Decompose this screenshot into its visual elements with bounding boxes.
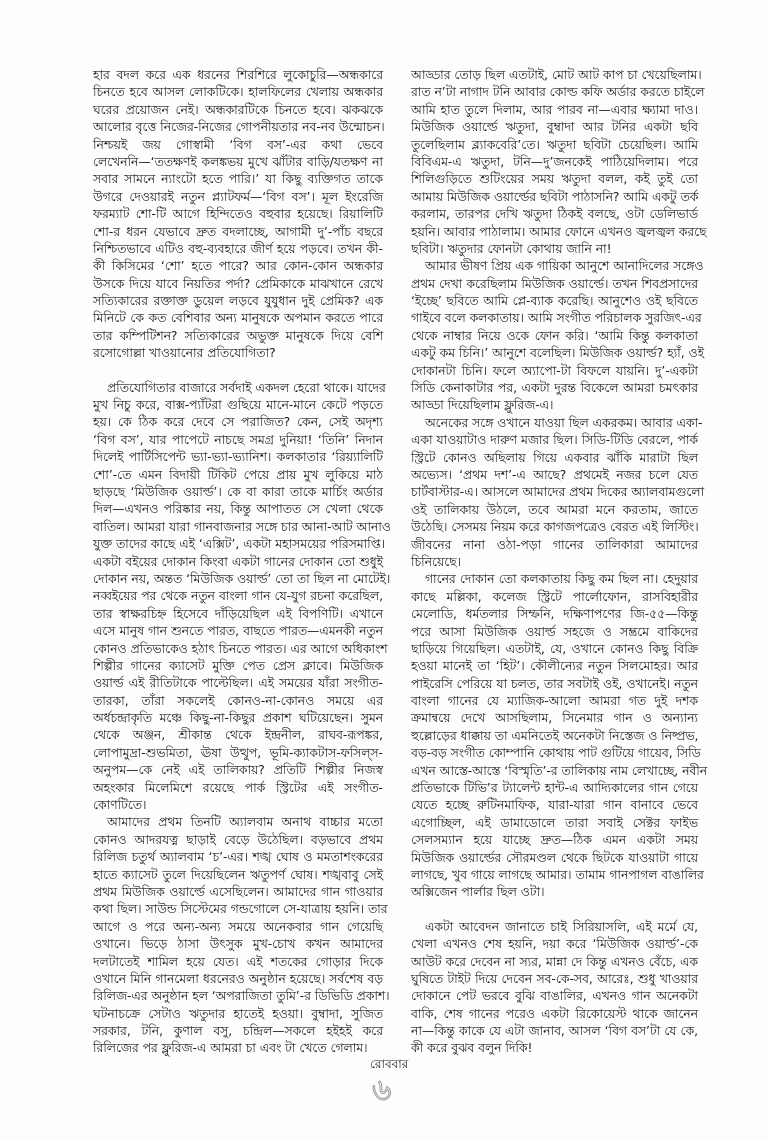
text-line: শো-র ধরন যেভাবে দ্রুত বদলাচ্ছে, আগামী দু’-পাঁচ বছরে bbox=[93, 224, 383, 239]
article-paragraph bbox=[93, 814, 390, 1057]
text-line: রিলিজ-এর অনুষ্ঠান হল ‘অপরাজিতা তুমি’-র ডিভিডি প্রকাশ। bbox=[93, 989, 390, 1004]
text-line: প্রতিযোগিতার বাজারে সর্বদাই একদল হেরো থাকে। যাদের bbox=[107, 380, 386, 395]
text-line: না—কিন্তু কাকে যে এটা জানাব, আসল ‘বিগ বস’টা যে কে, bbox=[411, 1024, 698, 1039]
text-line: লেখেননি—‘ততক্ষণই কলঙ্কভয় মুখে ঝাঁটার বাড়ি/যতক্ষণ না bbox=[93, 154, 383, 169]
text-line: তারকা, তাঁরা সকলেই কোনও-না-কোনও সময়ে এর bbox=[93, 693, 383, 708]
text-line: ওখানে মিনি গানমেলা ধরনেরও অনুষ্ঠান হয়েছে। সর্বশেষ বড় bbox=[93, 971, 383, 986]
text-line: হাতে ক্যাসেট তুলে দিয়েছিলেন ঋতুপর্ণ ঘোষ। শঙ্খবাবু সেই bbox=[93, 867, 383, 882]
text-line: চার্টবাস্টার-এ। আসলে আমাদের প্রথম দিকের অ্যালবামগুলো bbox=[411, 485, 705, 500]
text-line: উঠেছি। সেসময় নিয়ম করে কাগজপত্রেও বেরত এই লিস্টিং। bbox=[411, 520, 699, 535]
text-line: কোনও প্রতিভাকেও হঠাৎ চিনতে পারত। এর আগে অধিকাংশ bbox=[93, 641, 388, 656]
text-line: শিলিগুড়িতে শুটিংয়ের সময় ঋতুদা বলল, কই তুই তো bbox=[411, 172, 698, 187]
page-number: ৬ bbox=[372, 1073, 392, 1108]
article-paragraph bbox=[411, 258, 705, 415]
text-line: কী করে বুঝব বলুন দিকি! bbox=[411, 1041, 533, 1056]
text-line: আমায় মিউজিক ওয়ার্ল্ডের ছবিটা পাঠাসনি? আমি একটু তর্ক bbox=[411, 189, 699, 204]
text-line: ঘুষিতে টাইট দিয়ে দেবেন সব-কে-সব, আরেঃ, শুধু খাওয়ার bbox=[411, 971, 698, 986]
text-line: নিশ্চিতভাবে এটিও বহু-ব্যবহারে জীর্ণ হয়ে পড়বে। তখন কী- bbox=[93, 241, 383, 256]
text-line: হুল্লোড়ের ধাক্কায় তা এমনিতেই অনেকটা নিস্তেজ ও নিষ্প্রভ, bbox=[411, 728, 699, 743]
text-line: চিনতে হবে আসল লোকটিকে। হালফিলের খেলায় অন্ধকার bbox=[93, 85, 383, 100]
text-line: আড্ডা দিয়েছিলাম ফ্লুরিজ-এ। bbox=[411, 398, 554, 413]
text-line: গাইবে বলে কলকাতায়। আমি সংগীত পরিচালক সুরজিৎ-এর bbox=[411, 311, 702, 326]
text-line: আলোর বৃত্তে নিজের-নিজের গোপনীয়তার নব-নব উন্মোচন। bbox=[93, 120, 385, 135]
text-line: থেকে অঞ্জন, শ্রীকান্ত থেকে ইন্দ্রনীল, রাঘব-রূপঙ্কর, bbox=[93, 728, 383, 743]
text-line: সিডি কেনাকাটার পর, একটা দুরন্ত বিকেলে আমরা চমৎকার bbox=[411, 381, 698, 396]
article-paragraph bbox=[411, 415, 705, 572]
text-line: মিউজিক ওয়ার্ল্ডের সৌরমণ্ডল থেকে ছিটকে যাওয়াটা গায়ে bbox=[411, 850, 698, 865]
text-line: ছাড়ছে ‘মিউজিক ওয়ার্ল্ড’। কে বা কারা তাকে মার্চিং অর্ডার bbox=[93, 484, 383, 499]
text-line: সেলসম্যান হয়ে যাচ্ছে দ্রুত—ঠিক এমন একটা সময় bbox=[411, 833, 698, 848]
text-line: দোকানটা চিনি। ফলে অ্যাপো-টা বিফলে যায়নি। দু’-একটা bbox=[411, 363, 698, 378]
text-line: দলটাতেই শামিল হয়ে যেত। এই শতকের গোড়ার দিকে bbox=[93, 954, 383, 969]
text-line: অনুপম—কে নেই এই তালিকায়? প্রতিটি শিল্পীর নিজস্ব bbox=[93, 763, 383, 778]
text-line: মিউজিক ওয়ার্ল্ডে ঋতুদা, বুম্বাদা আর টনির একটা ছবি bbox=[411, 120, 698, 135]
text-line: একটা আবেদন জানাতে চাই সিরিয়াসলি, এই মর্মে যে, bbox=[425, 919, 698, 934]
text-line: পাইরেসি পেরিয়ে যা চলত, তার সবটাই ওই, ওখানেই। নতুন bbox=[411, 676, 698, 691]
text-line: ‘বিগ বস’, যার পাপেটে নাচছে সমগ্র দুনিয়া! ‘তিনি’ নিদান bbox=[93, 432, 383, 447]
text-line: যেতে হচ্ছে রুটিনমাফিক, যারা-যারা গান বানাবে ভেবে bbox=[411, 798, 698, 813]
text-line: উসকে দিয়ে যাবে নিয়তির পর্দা? প্রেমিকাকে মাঝখানে রেখে bbox=[93, 276, 383, 291]
article-column-left bbox=[93, 67, 391, 1058]
text-line: কী কিসিমের ‘শো’ হতে পারে? আর কোন-কোন অন্ধকার bbox=[93, 259, 383, 274]
text-line: ওয়ার্ল্ড এই রীতিটাকে পাল্টেছিল। এই সময়ের যাঁরা সংগীত- bbox=[93, 676, 383, 691]
text-line: আমার ভীষণ প্রিয় এক গায়িকা আনুশে আনাদিলের সঙ্গেও bbox=[425, 259, 704, 274]
text-line: হয়নি। আবার পাঠালাম। আমার ফোনে এখনও জ্বলজ্বল করছে bbox=[411, 224, 707, 239]
text-line: ছাড়িয়ে গিয়েছিল। এতটাই, যে, ওখানে কোনও কিছু বিক্রি bbox=[411, 641, 698, 656]
text-line: হার বদল করে এক ধরনের শিরশিরে লুকোচুরি—অন্ধকারে bbox=[93, 68, 383, 82]
text-line: প্রথম দেখা করেছিলাম মিউজিক ওয়ার্ল্ডে। তখন শিবপ্রসাদের bbox=[411, 276, 698, 291]
text-line: রাত ন’টা নাগাদ টনি আবার কোল্ড কফি অর্ডার করতে চাইলে bbox=[411, 85, 705, 100]
text-line: হওয়া মানেই তা ‘হিট’। কৌলীন্যের নতুন সিলমোহর। আর bbox=[411, 659, 698, 674]
text-line: হয়। কে ঠিক করে দেবে সে পরাজিত? কেন, সেই অদৃশ্য bbox=[93, 415, 383, 430]
text-line: নিশ্চয়ই জয় গোস্বামী ‘বিগ বস’-এর কথা ভেবে bbox=[93, 137, 383, 152]
text-line: শো’-তে এমন বিদায়ী টিকিট পেয়ে প্রায় মুখ লুকিয়ে মাঠ bbox=[93, 467, 383, 482]
text-line: করলাম, তারপর দেখি ঋতুদা ঠিকই বলছে, ওটা ডেলিভার্ড bbox=[411, 207, 698, 222]
text-line: ওখানে। ভিড়ে ঠাসা উৎসুক মুখ-চোখ কখন আমাদের bbox=[93, 937, 383, 952]
text-line: পরে আসা মিউজিক ওয়ার্ল্ড সহজে ও সম্ভ্রমে বাকিদের bbox=[411, 624, 698, 639]
page-footer bbox=[370, 1056, 408, 1106]
text-line: আগে ও পরে অন্য-অন্য সময়ে অনেকবার গান গেয়েছি bbox=[93, 919, 383, 934]
text-line: প্রথম মিউজিক ওয়ার্ল্ডে এসেছিলেন। আমাদের গান গাওয়ার bbox=[93, 884, 383, 899]
text-line: ছবিটা। ঋতুদার ফোনটা কোথায় জানি না! bbox=[411, 241, 612, 256]
text-line: বাংলা গানের যে ম্যাজিক-আলো আমরা গত দুই দশক bbox=[411, 694, 698, 709]
text-line: ক্রমান্বয়ে দেখে আসছিলাম, সিনেমার গান ও অন্যান্য bbox=[411, 711, 698, 726]
text-line: প্রতিভাকে টিভি’র ট্যালেন্ট হান্ট-এ আদ্যিকালের গান গেয়ে bbox=[411, 781, 698, 796]
text-line: থেকে নাম্বার নিয়ে ওকে ফোন করি। ‘আমি কিন্তু কলকাতা bbox=[411, 328, 698, 343]
text-line: আমি হাত তুলে দিলাম, আর পারব না—এবার ক্ষ্যামা দাও। bbox=[411, 102, 698, 117]
text-line: লোপামুদ্রা-শুভমিতা, ঊষা উত্থুপ, ভূমি-ক্যাকটাস-ফসিল্‌স- bbox=[93, 745, 383, 760]
text-line: গানের দোকান তো কলকাতায় কিছু কম ছিল না। হেদুয়ার bbox=[425, 572, 698, 587]
text-line: রিলিজের পর ফ্লুরিজ-এ আমরা চা এবং টা খেতে গেলাম। bbox=[93, 1041, 368, 1056]
text-line: অক্সিজেন পার্লার ছিল ওটা। bbox=[411, 885, 545, 900]
text-line: দিল—এখনও পরিষ্কার নয়, কিন্তু আপাতত সে খেলা থেকে bbox=[93, 502, 383, 517]
text-line: আড্ডার তোড় ছিল এতটাই, মোট আট কাপ চা খেয়েছিলাম। bbox=[411, 68, 702, 82]
text-line: যুক্ত তাদের কাছে এই ‘এক্সিট’, একটা মহাসময়ের পরিসমাপ্তি। bbox=[93, 537, 386, 552]
text-line: অভ্যেস। ‘প্রথম দশ’-এ আছে? প্রথমেই নজর চলে যেত bbox=[411, 467, 698, 482]
text-line: দোকানে পেট ভরবে বুঝি বাঙালির, এখনও গান অনেকটা bbox=[411, 989, 698, 1004]
text-line: এগোচ্ছিল, এই ডামাডোলে তারা সবাই সেক্টর ফাইভ bbox=[411, 815, 698, 830]
text-line: একটা বইয়ের দোকান কিংবা একটা গানের দোকান তো শুধুই bbox=[93, 554, 383, 569]
text-line: চিনিয়েছে। bbox=[411, 554, 461, 569]
text-line: সত্যিকারের রক্তাক্ত ডুয়েল লড়বে যুযুধান দুই প্রেমিক? এক bbox=[93, 294, 383, 309]
text-line: খেলা এখনও শেষ হয়নি, দয়া করে ‘মিউজিক ওয়ার্ল্ড’-কে bbox=[411, 937, 698, 952]
text-line: অনেকের সঙ্গে ওখানে যাওয়া ছিল একরকম। আবার একা- bbox=[425, 415, 703, 430]
text-line: তুলেছিলাম ব্ল্যাকবেরি’তে। ঋতুদা ছবিটা চেয়েছিল। আমি bbox=[411, 137, 698, 152]
text-line: স্ট্রিটে কোনও অছিলায় গিয়ে একবার ঝাঁকি মারাটা ছিল bbox=[411, 450, 698, 465]
text-line: সরকার, টনি, কুণাল বসু, চন্দ্রিল—সকলে হইহই করে bbox=[93, 1024, 383, 1039]
text-line: এখন আস্তে-আস্তে ‘বিস্মৃতি’-র তালিকায় নাম লেখাচ্ছে, নবীন bbox=[411, 763, 708, 778]
text-line: কাছে মল্লিকা, কলেজ স্ট্রিটে পার্লোফোন, রাসবিহারীর bbox=[411, 589, 698, 604]
text-line: একটু কম চিনি।’ আনুশে বলেছিল। মিউজিক ওয়ার্ল্ড? হ্যাঁ, ওই bbox=[411, 346, 705, 361]
text-line: উগরে দেওয়ারই নতুন প্ল্যাটফর্ম—‘বিগ বস’। মূল ইংরেজি bbox=[93, 189, 383, 204]
text-line: রসোগোল্লা খাওয়ানোর প্রতিযোগিতা? bbox=[93, 346, 276, 361]
text-line: বাকি, শেষ গানের পরেও একটা রিকোয়েস্ট থাকে জানেন bbox=[411, 1006, 698, 1021]
text-line: সবার সামনে ন্যাংটো হতে পারি।’ যা কিছু ব্যক্তিগত তাকে bbox=[93, 172, 383, 187]
text-line: বাতিল। আমরা যারা গানবাজনার সঙ্গে চার আনা-আট আনাও bbox=[93, 519, 391, 534]
article-paragraph bbox=[411, 67, 707, 258]
text-line: লাগছে, খুব গায়ে লাগছে আমার। তামাম গানপাগল বাঙালির bbox=[411, 867, 704, 882]
text-line: মেলোডি, ধর্মতলার সিম্ফনি, দক্ষিণাপণের জি-৫৫—কিন্তু bbox=[411, 607, 698, 622]
text-line: কথা ছিল। সাউন্ড সিস্টেমের গন্ডগোলে সে-যাত্রায় হয়নি। তার bbox=[93, 902, 388, 917]
text-line: আমাদের প্রথম তিনটি অ্যালবাম অনাথ বাচ্চার মতো bbox=[107, 815, 383, 830]
text-line: আউট করে দেবেন না স্যর, মান্না দে কিন্তু এখনও বেঁচে, এক bbox=[411, 954, 698, 969]
article-paragraph bbox=[93, 380, 391, 815]
article-paragraph bbox=[411, 571, 708, 901]
text-line: দোকান নয়, অন্তত ‘মিউজিক ওয়ার্ল্ড’ তো তা ছিল না মোটেই। bbox=[93, 571, 391, 586]
article-column-right bbox=[411, 67, 708, 1058]
text-line: অহংকার মিলেমিশে রয়েছে পার্ক স্ট্রিটের এই সংগীত- bbox=[93, 780, 383, 795]
text-line: কোণটিতে। bbox=[93, 798, 147, 813]
text-line: ঘরের প্রয়োজন নেই। অন্ধকারটিকে চিনতে হবে। ঝকঝকে bbox=[93, 102, 383, 117]
text-line: ঘটনাচক্রে সেটাও ঋতুদার হাতেই হওয়া। বুম্বাদা, সুজিত bbox=[93, 1006, 383, 1021]
text-line: ওই তালিকায় উঠলে, তবে আমরা মনে করতাম, জাতে bbox=[411, 502, 698, 517]
text-line: রিলিজ চতুর্থ অ্যালবাম ‘চ’-এর। শঙ্খ ঘোষ ও মমতাশংকরের bbox=[93, 850, 383, 865]
text-line: মুখ নিচু করে, বাক্স-প্যাঁটরা গুছিয়ে মানে-মানে কেটে পড়তে bbox=[93, 398, 383, 413]
text-line: ফরম্যাট শো-টি আগে হিন্দিতেও বহুবার হয়েছে। রিয়ালিটি bbox=[93, 207, 383, 222]
text-line: শিল্পীর গানের ক্যাসেট মুক্তি পেত প্রেস ক্লাবে। মিউজিক bbox=[93, 658, 383, 673]
text-line: একা যাওয়াটাও দারুণ মজার ছিল। সিডি-টিডি বেরলে, পার্ক bbox=[411, 433, 698, 448]
magazine-name: রোববার bbox=[370, 1057, 409, 1071]
article-paragraph bbox=[411, 919, 698, 1058]
text-line: ‘ইচ্ছে’ ছবিতে আমি প্লে-ব্যাক করেছি। আনুশেও ওই ছবিতে bbox=[411, 294, 698, 309]
article-paragraph bbox=[93, 67, 383, 363]
text-line: নব্বইয়ের পর থেকে নতুন বাংলা গান যে-যুগ রচনা করেছিল, bbox=[93, 589, 383, 604]
text-line: কোনও আদরযত্ন ছাড়াই বেড়ে উঠেছিল। বড়ভাবে প্রথম bbox=[93, 832, 383, 847]
text-line: মিনিটে কে কত বেশিবার অন্য মানুষকে অপমান করতে পারে bbox=[93, 311, 383, 326]
text-line: তার কম্পিটিশন? সত্যিকারের অভুক্ত মানুষকে দিয়ে বেশি bbox=[93, 328, 383, 343]
text-line: বিবিএম-এ ঋতুদা, টনি—দু’জনকেই পাঠিয়েদিলাম। পরে bbox=[411, 154, 698, 169]
text-line: এসে মানুষ গান শুনতে পারত, বাছতে পারত—এমনকী নতুন bbox=[93, 624, 383, 639]
text-line: বড়-বড় সংগীত কোম্পানি কোথায় পাট গুটিয়ে গায়েব, সিডি bbox=[411, 746, 701, 761]
text-line: অর্ধচন্দ্রাকৃতি মঞ্চে কিছু-না-কিছুর প্রকাশ ঘটিয়েছেন। সুমন bbox=[93, 711, 383, 726]
text-line: তার স্বাক্ষরচিহ্ন হিসেবে দাঁড়িয়েছিল এই বিপণিটি। এখানে bbox=[93, 606, 383, 621]
text-line: জীবনের নানা ওঠা-পড়া গানের তালিকারা আমাদের bbox=[411, 537, 698, 552]
text-line: দিলেই পার্টিসিপেন্ট ভ্যা-ভ্যা-ভ্যানিশ। কলকাতার ‘রিয়্যালিটি bbox=[93, 450, 383, 465]
